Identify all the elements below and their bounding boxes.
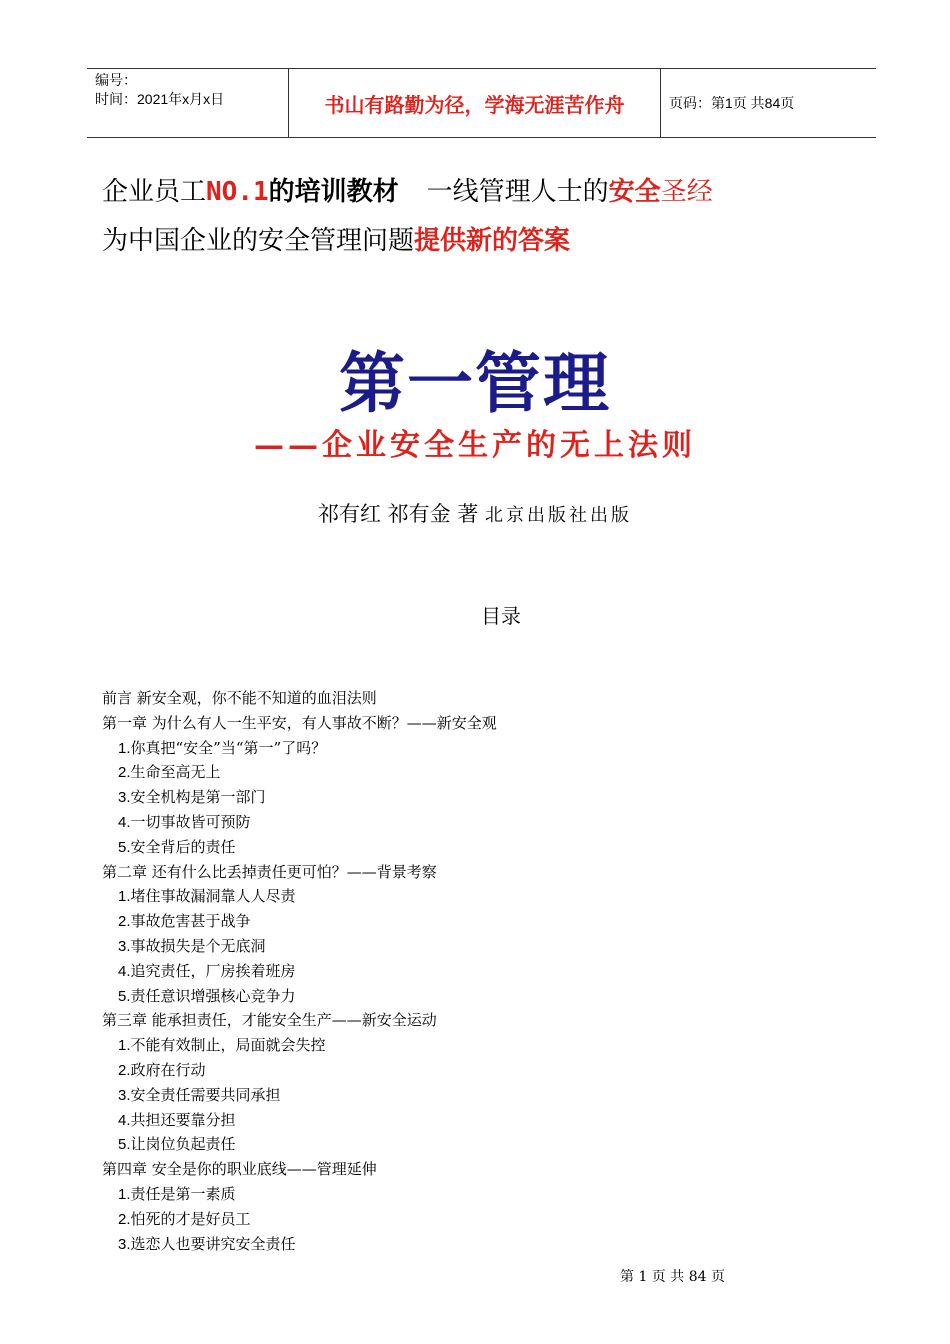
tagline-line-2 [102,224,570,258]
publisher: 北京出版社出版 [485,505,633,526]
toc-item-text: 安全机构是第一部门 [130,788,266,807]
toc-item-text: 追究责任，厂房挨着班房 [130,961,296,980]
toc-section-item [102,959,802,984]
toc-item-text: 第四章 安全是你的职业底线——管理延伸 [102,1160,377,1179]
tagline-text: 一线管理人士的 [426,177,609,207]
toc-item-text: 责任意识增强核心竞争力 [130,986,296,1005]
toc-item-text: 怕死的才是好员工 [130,1209,251,1228]
tagline-line-1 [102,175,713,209]
toc-section-item [102,785,802,810]
tagline-text: 的培训教材 [268,177,399,207]
toc-item-text: 让岗位负起责任 [130,1135,236,1154]
authors: 祁有红 祁有金 著 [317,502,479,526]
toc-item-number: 4. [118,813,131,831]
tagline-highlight: 安全 [608,177,661,207]
toc-item-text: 第一章 为什么有人一生平安，有人事故不断？——新安全观 [102,713,497,732]
toc-chapter-item [102,686,802,711]
toc-item-text: 第三章 能承担责任，才能安全生产——新安全运动 [102,1011,437,1030]
toc-section-item [102,1207,802,1232]
header-page-info: 页码：第1页 共84页 [669,95,795,111]
toc-item-text: 事故危害甚于战争 [130,912,251,931]
page-footer: 第 1 页 共 84 页 [620,1269,725,1285]
toc-item-text: 共担还要靠分担 [130,1110,236,1129]
toc-section-item [102,810,802,835]
toc-item-text: 事故损失是个无底洞 [130,936,266,955]
tagline-text: 为中国企业的安全管理问题 [102,226,415,256]
toc-item-text: 选恋人也要讲究安全责任 [130,1234,296,1253]
toc-item-number: 1. [118,1185,131,1203]
authors-line [0,498,950,528]
toc-item-number: 3. [118,1235,131,1253]
toc-item-number: 1. [118,1037,131,1055]
header-motto: 书山有路勤为径，学海无涯苦作舟 [288,69,661,137]
toc-item-text: 责任是第一素质 [130,1184,236,1203]
toc-chapter-item [102,860,802,885]
toc-section-item [102,884,802,909]
toc-item-number: 2. [118,1061,131,1079]
header-meta-cell [87,69,288,137]
toc-item-number: 2. [118,913,131,931]
toc-item-text: 安全责任需要共同承担 [130,1085,281,1104]
toc-item-number: 5. [118,1136,131,1154]
toc-item-text: 政府在行动 [130,1060,206,1079]
toc-section-item [102,984,802,1009]
number-label: 编号： [95,72,137,88]
toc-heading: 目录 [481,604,521,628]
toc-section-item [102,1108,802,1133]
toc-section-item [102,760,802,785]
toc-item-number: 2. [118,1210,131,1228]
toc-section-item [102,934,802,959]
toc-section-item [102,1232,802,1257]
toc-item-text: 一切事故皆可预防 [130,812,251,831]
toc-item-text: 不能有效制止，局面就会失控 [130,1036,326,1055]
tagline-highlight: 提供新的答案 [414,226,571,256]
toc-section-item [102,1058,802,1083]
toc-chapter-item [102,1008,802,1033]
toc-item-text: 生命至高无上 [130,763,221,782]
toc-section-item [102,1182,802,1207]
tagline-text: 企业员工 [102,177,207,207]
toc-item-number: 3. [118,1086,131,1104]
toc-item-text: 堵住事故漏洞靠人人尽责 [130,887,296,906]
toc-item-text: 前言 新安全观，你不能不知道的血泪法则 [102,689,377,707]
toc-item-text: 第二章 还有什么比丢掉责任更可怕？——背景考察 [102,862,437,881]
table-of-contents [102,686,802,1256]
book-subtitle: ——企业安全生产的无上法则 [254,428,696,463]
toc-item-text: 你真把“安全”当“第一”了吗？ [130,738,327,757]
toc-section-item [102,1132,802,1157]
header-table [87,68,876,138]
toc-item-number: 4. [118,962,131,980]
toc-item-number: 1. [118,888,131,906]
toc-item-number: 5. [118,838,131,856]
tagline-no1: NO.1 [206,177,269,207]
toc-chapter-item [102,1157,802,1182]
toc-section-item [102,1083,802,1108]
toc-section-item [102,736,802,761]
toc-item-number: 3. [118,789,131,807]
tagline-highlight: 圣经 [660,177,713,207]
toc-item-number: 5. [118,987,131,1005]
toc-section-item [102,1033,802,1058]
toc-chapter-item [102,711,802,736]
toc-item-number: 3. [118,937,131,955]
toc-section-item [102,909,802,934]
toc-item-number: 4. [118,1111,131,1129]
toc-section-item [102,835,802,860]
book-title: 第一管理 [339,345,611,422]
toc-item-text: 安全背后的责任 [130,837,236,856]
toc-item-number: 1. [118,739,131,757]
toc-item-number: 2. [118,764,131,782]
time-label: 时间：2021年x月x日 [95,91,225,107]
